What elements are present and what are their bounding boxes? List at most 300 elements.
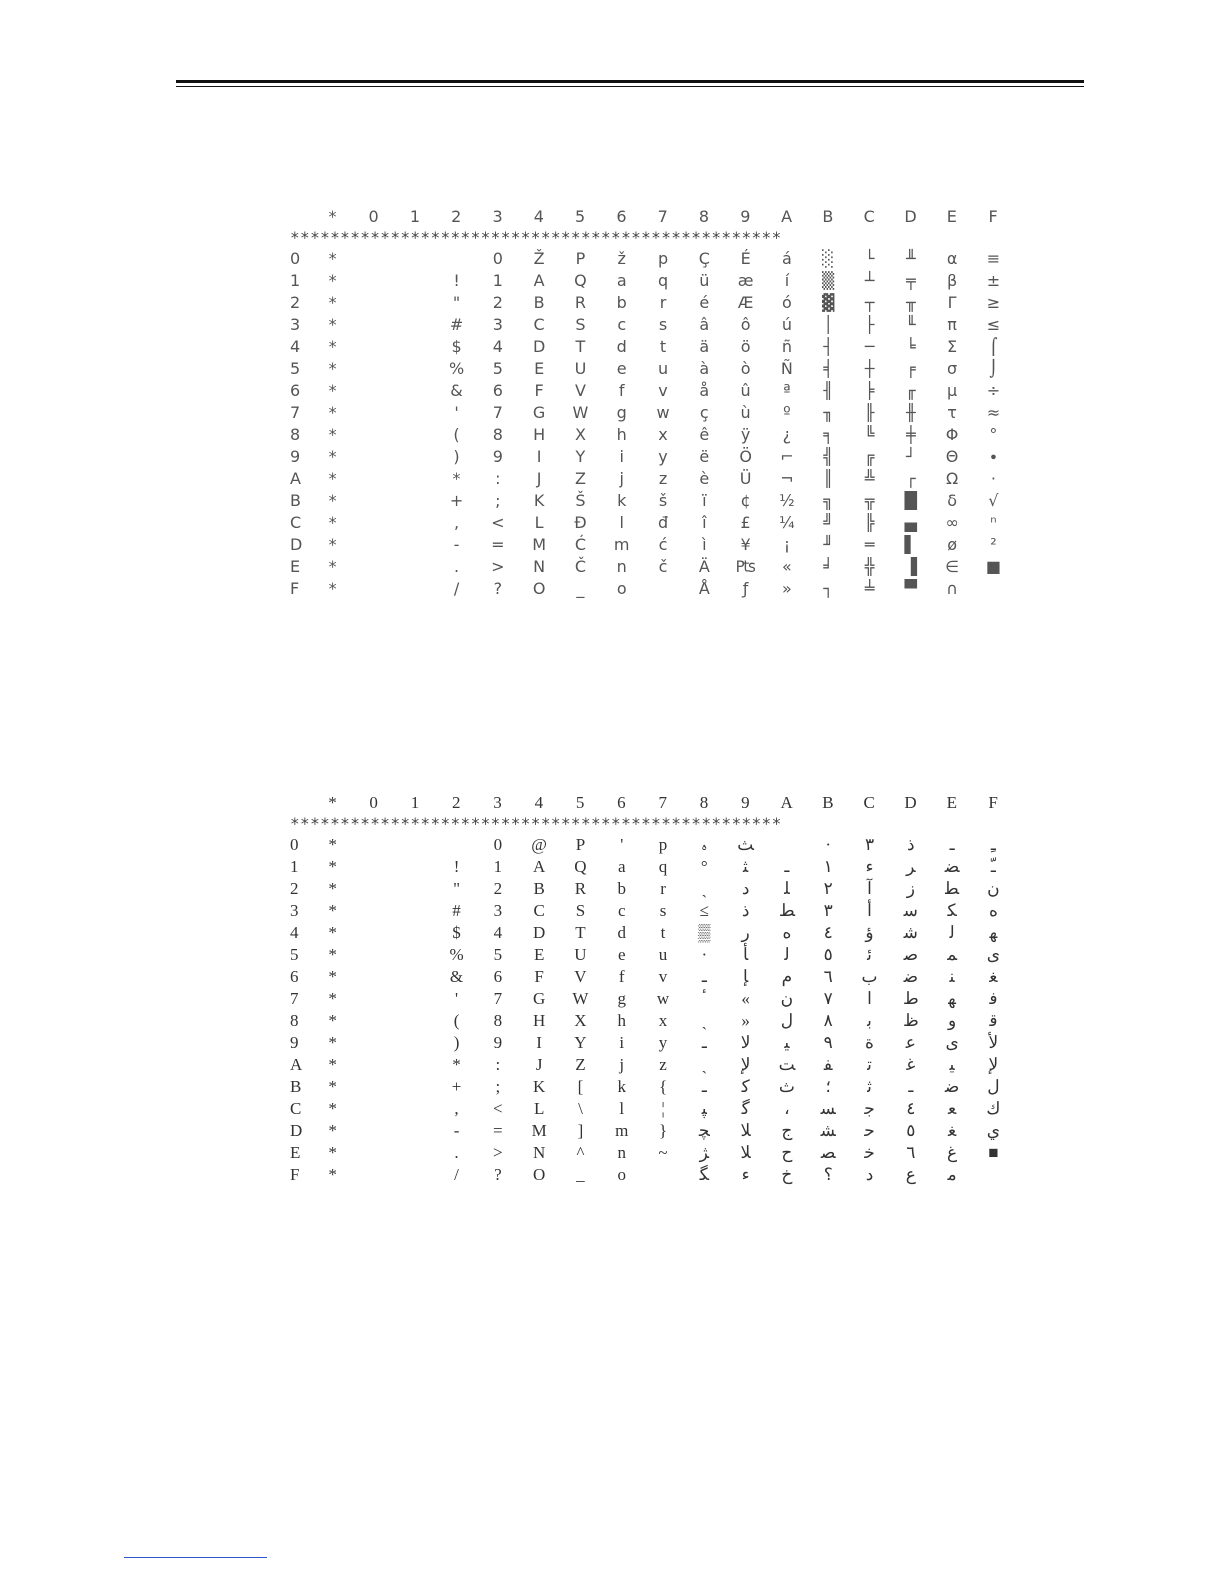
row-star: *: [328, 1055, 337, 1074]
table-cell: 4: [492, 337, 503, 356]
table-cell: [395, 424, 436, 446]
row-star: *: [328, 337, 337, 356]
table-cell: Ć: [574, 535, 587, 554]
table-cell: ٢: [823, 879, 833, 898]
table-cell: Ä: [698, 557, 710, 576]
table-cell: a: [617, 857, 626, 876]
table-cell: š: [658, 491, 668, 510]
row-star: *: [328, 359, 337, 378]
table-cell: ½: [779, 491, 795, 510]
table-cell: ╕: [823, 425, 834, 444]
table-cell: ﺯ: [906, 879, 915, 898]
table-cell: [395, 1032, 436, 1054]
table-row: [290, 402, 1014, 424]
table-cell: ﻔ: [823, 1055, 833, 1074]
table-cell: $: [451, 337, 462, 356]
table-cell: É: [740, 249, 751, 268]
table-cell: ≤: [986, 315, 1001, 334]
table-cell: ù: [740, 403, 751, 422]
table-cell: c: [617, 901, 626, 920]
table-cell: B: [533, 879, 545, 898]
table-cell: ·: [701, 945, 708, 964]
code-page-table-2: [290, 792, 1014, 1186]
table-cell: ┐: [823, 579, 834, 598]
column-header: C: [863, 793, 875, 812]
column-header: 2: [451, 207, 462, 226]
table-cell: n: [616, 557, 627, 576]
table-cell: ﻡ: [781, 967, 793, 986]
table-cell: ): [453, 447, 460, 466]
table-cell: m: [615, 1121, 629, 1140]
table-cell: º: [783, 403, 791, 422]
table-cell: [353, 534, 394, 556]
table-cell: [353, 988, 394, 1010]
table-cell: ٩: [823, 1033, 833, 1052]
table-cell: ▒: [822, 271, 835, 290]
table-cell: ┼: [864, 359, 875, 378]
row-label: B: [290, 491, 301, 510]
table-cell: ▐: [904, 557, 917, 576]
table-cell: u: [657, 359, 669, 378]
column-header: D: [904, 793, 917, 812]
table-cell: X: [574, 425, 586, 444]
table-cell: [395, 878, 436, 900]
table-cell: ٣: [823, 901, 833, 920]
table-cell: [395, 1142, 436, 1164]
table-row: [290, 468, 1014, 490]
table-cell: ╨: [905, 249, 916, 268]
code-page-table-1: [290, 206, 1014, 600]
table-row: [290, 966, 1014, 988]
table-cell: ﺿ: [944, 1077, 960, 1096]
table-cell: ╛: [823, 557, 834, 576]
table-cell: ∞: [945, 513, 959, 532]
table-cell: ⌡: [989, 359, 998, 378]
table-cell: ≈: [986, 403, 1001, 422]
table-cell: 7: [492, 403, 503, 422]
table-cell: ﻐ: [989, 967, 998, 986]
table-cell: {: [658, 1077, 668, 1096]
row-label: 3: [290, 901, 299, 920]
table-cell: ،: [784, 1099, 790, 1118]
table-row: [290, 314, 1014, 336]
table-cell: u: [658, 945, 668, 964]
table-cell: /: [453, 579, 460, 598]
row-label: 2: [290, 879, 299, 898]
table-row: [290, 292, 1014, 314]
table-cell: :: [495, 1055, 501, 1074]
table-cell: [395, 358, 436, 380]
row-star: *: [328, 557, 337, 576]
table-cell: Ž: [533, 249, 545, 268]
table-cell: >: [493, 1143, 503, 1162]
table-cell: F: [534, 381, 544, 400]
table-cell: ₧: [735, 557, 756, 576]
table-cell: »: [741, 1011, 750, 1030]
table-cell: ٨: [823, 1011, 833, 1030]
table-cell: ﮕ: [699, 1165, 710, 1184]
table-cell: [436, 248, 477, 270]
table-cell: ∩: [946, 579, 958, 598]
table-cell: ˏ: [701, 1055, 708, 1074]
table-cell: 1: [492, 271, 503, 290]
table-cell: Q: [574, 271, 587, 290]
table-cell: _: [576, 579, 585, 598]
table-cell: ú: [781, 315, 792, 334]
header-rule-thin: [176, 86, 1084, 87]
table-cell: y: [658, 1033, 668, 1052]
table-cell: √: [988, 491, 999, 510]
table-cell: ﺟ: [864, 1099, 875, 1118]
table-cell: ﺻ: [903, 945, 919, 964]
table-cell: °: [989, 425, 998, 444]
table-cell: ﺫ: [907, 835, 915, 854]
table-cell: ﻝ: [987, 1077, 1000, 1096]
table-cell: í: [784, 271, 790, 290]
table-cell: w: [656, 989, 670, 1008]
table-cell: ª: [783, 381, 791, 400]
table-cell: ٦: [906, 1143, 916, 1162]
table-cell: 5: [492, 359, 503, 378]
table-cell: [395, 1164, 436, 1186]
table-cell: f: [618, 967, 625, 986]
table-cell: ٥: [823, 945, 833, 964]
table-cell: ì: [702, 535, 707, 554]
table-cell: æ: [737, 271, 754, 290]
table-cell: ø: [947, 535, 957, 554]
table-cell: X: [574, 1011, 587, 1030]
table-cell: ï: [702, 491, 707, 510]
row-star: *: [328, 1011, 337, 1030]
table-cell: █: [904, 491, 917, 510]
row-star: *: [328, 315, 337, 334]
table-cell: @: [531, 835, 547, 854]
row-label: 5: [290, 359, 301, 378]
table-cell: ٦: [823, 967, 833, 986]
table-cell: H: [533, 425, 546, 444]
table-cell: ﺸ: [820, 1121, 836, 1140]
table-cell: [395, 900, 436, 922]
table-row: [290, 534, 1014, 556]
table-cell: [395, 556, 436, 578]
row-star: *: [328, 425, 337, 444]
table-cell: 6: [492, 381, 503, 400]
table-cell: Φ: [945, 425, 959, 444]
table-cell: ┴: [864, 271, 875, 290]
table-cell: [973, 1164, 1014, 1186]
table-cell: ²: [990, 535, 997, 554]
table-row: [290, 922, 1014, 944]
table-cell: ﻅ: [902, 1011, 919, 1030]
table-cell: ■: [988, 1143, 999, 1162]
table-cell: ع: [905, 1165, 916, 1184]
table-cell: 2: [493, 879, 503, 898]
table-cell: ": [452, 293, 461, 312]
table-cell: <: [491, 513, 505, 532]
table-row: [290, 1054, 1014, 1076]
table-cell: [395, 270, 436, 292]
table-cell: ': [620, 835, 624, 854]
table-cell: ﻼ: [740, 1143, 751, 1162]
table-cell: [353, 1032, 394, 1054]
table-cell: ╪: [905, 425, 916, 444]
table-cell: i: [619, 447, 624, 466]
table-cell: [395, 1010, 436, 1032]
table-cell: ╢: [823, 381, 834, 400]
table-cell: ﻀ: [944, 857, 960, 876]
header-star: *: [328, 207, 337, 226]
table-cell: Č: [574, 557, 587, 576]
table-cell: û: [740, 381, 751, 400]
table-cell: [353, 490, 394, 512]
table-row: [290, 556, 1014, 578]
table-cell: ╙: [905, 315, 916, 334]
table-cell: ﻴ: [784, 1033, 790, 1052]
table-cell: ﺡ: [781, 1143, 793, 1162]
table-cell: ╥: [905, 293, 916, 312]
table-cell: ╓: [905, 381, 916, 400]
table-cell: *: [452, 1055, 461, 1074]
table-row: [290, 856, 1014, 878]
table-cell: ٤: [823, 923, 833, 942]
table-row: [290, 248, 1014, 270]
column-header: 9: [741, 793, 750, 812]
table-cell: q: [657, 271, 669, 290]
table-cell: H: [532, 1011, 546, 1030]
table-cell: (: [453, 425, 460, 444]
table-cell: &: [450, 381, 463, 400]
column-header: E: [946, 207, 957, 226]
table-cell: ﺋ: [867, 945, 872, 964]
table-cell: [353, 922, 394, 944]
column-header: 5: [575, 207, 586, 226]
table-cell: L: [534, 513, 544, 532]
table-cell: M: [532, 535, 547, 554]
table-cell: ﻐ: [948, 1121, 957, 1140]
table-cell: F: [534, 967, 544, 986]
table-cell: [395, 1098, 436, 1120]
table-cell: $: [452, 923, 461, 942]
table-cell: 3: [493, 901, 503, 920]
table-row: [290, 358, 1014, 380]
table-cell: ﻨ: [949, 967, 955, 986]
table-cell: -: [453, 1121, 460, 1140]
table-cell: [353, 380, 394, 402]
row-star: *: [328, 469, 337, 488]
table-cell: [395, 1120, 436, 1142]
table-cell: ﻟ: [949, 923, 955, 942]
table-cell: á: [782, 249, 792, 268]
row-star: *: [328, 901, 337, 920]
table-cell: #: [452, 901, 461, 920]
table-cell: [353, 878, 394, 900]
table-cell: ﺩ: [741, 879, 750, 898]
table-cell: a: [616, 271, 627, 290]
table-cell: ٤: [906, 1099, 916, 1118]
table-cell: Γ: [947, 293, 957, 312]
row-label: C: [290, 513, 302, 532]
row-label: D: [290, 1121, 303, 1140]
table-cell: P: [575, 835, 586, 854]
table-cell: [353, 1098, 394, 1120]
table-cell: G: [532, 989, 546, 1008]
table-cell: [353, 248, 394, 270]
table-cell: ê: [699, 425, 710, 444]
table-row: [290, 1076, 1014, 1098]
header-rule: [176, 80, 1084, 83]
table-cell: ╦: [864, 491, 875, 510]
table-cell: p: [658, 835, 668, 854]
table-cell: µ: [947, 381, 958, 400]
row-label: E: [290, 1143, 301, 1162]
table-cell: [353, 578, 394, 600]
row-star: *: [328, 513, 337, 532]
table-cell: ╒: [905, 359, 916, 378]
row-star: *: [328, 923, 337, 942]
table-cell: ﻍ: [947, 1143, 958, 1162]
table-cell: Š: [575, 491, 586, 510]
table-cell: o: [616, 579, 627, 598]
table-cell: h: [616, 425, 627, 444]
table-cell: G: [532, 403, 546, 422]
table-cell: đ: [657, 513, 669, 532]
table-cell: ﺥ: [781, 1165, 793, 1184]
row-star: *: [328, 945, 337, 964]
table-cell: à: [699, 359, 710, 378]
table-cell: [353, 834, 394, 856]
table-cell: ¬: [780, 469, 794, 488]
table-cell: 9: [492, 447, 503, 466]
table-cell: }: [658, 1121, 668, 1140]
table-cell: Y: [574, 1033, 587, 1052]
table-cell: [353, 966, 394, 988]
table-cell: V: [574, 967, 587, 986]
table-cell: ╔: [864, 447, 875, 466]
table-cell: ﻝ: [780, 1011, 794, 1030]
table-cell: U: [574, 359, 587, 378]
table-cell: [353, 402, 394, 424]
table-cell: d: [617, 923, 626, 942]
table-cell: M: [531, 1121, 547, 1140]
row-star: *: [328, 857, 337, 876]
table-cell: y: [658, 447, 668, 466]
table-cell: τ: [947, 403, 957, 422]
row-star: *: [328, 835, 337, 854]
row-label: 5: [290, 945, 299, 964]
column-header: 4: [534, 793, 544, 812]
table-cell: è: [699, 469, 710, 488]
column-header: 6: [617, 793, 626, 812]
table-cell: ć: [658, 535, 668, 554]
table-cell: W: [572, 989, 589, 1008]
table-cell: ﻼ: [740, 1121, 751, 1140]
row-star: *: [328, 1121, 337, 1140]
table-row: [290, 380, 1014, 402]
table-cell: ■: [985, 557, 1001, 576]
table-cell: 3: [492, 315, 503, 334]
table-row: [290, 424, 1014, 446]
row-star: *: [328, 271, 337, 290]
table-cell: ": [453, 879, 461, 898]
table-cell: ]: [577, 1121, 584, 1140]
table-cell: £: [740, 513, 751, 532]
table-cell: l: [619, 1099, 625, 1118]
table-row: [290, 578, 1014, 600]
table-cell: ): [453, 1033, 460, 1052]
table-cell: ١: [823, 857, 833, 876]
table-cell: é: [699, 293, 710, 312]
table-cell: ﺑ: [867, 1011, 872, 1030]
column-header: 3: [493, 793, 502, 812]
table-cell: ▄: [904, 513, 917, 532]
table-row: [290, 446, 1014, 468]
table-cell: R: [574, 293, 586, 312]
table-cell: [436, 834, 477, 856]
table-cell: ﺮ: [906, 857, 916, 876]
table-cell: W: [572, 403, 589, 422]
row-star: *: [328, 381, 337, 400]
table-cell: ⌠: [989, 337, 998, 356]
row-label: 4: [290, 923, 299, 942]
row-star: *: [328, 293, 337, 312]
table-cell: ÷: [986, 381, 1001, 400]
table-cell: ┤: [823, 337, 834, 356]
column-header: 0: [368, 207, 379, 226]
row-label: 1: [290, 857, 299, 876]
table-cell: E: [534, 359, 545, 378]
table-cell: q: [658, 857, 668, 876]
table-cell: ﻟ: [784, 945, 790, 964]
table-cell: D: [532, 337, 546, 356]
row-star: *: [328, 491, 337, 510]
row-star: *: [328, 1033, 337, 1052]
column-header: E: [946, 793, 957, 812]
table-cell: %: [448, 359, 465, 378]
table-cell: ﻹ: [988, 1055, 999, 1074]
table-cell: 4: [493, 923, 503, 942]
table-cell: [395, 1054, 436, 1076]
row-star: *: [328, 1143, 337, 1162]
table-cell: [353, 900, 394, 922]
table-cell: ء: [741, 1165, 750, 1184]
table-cell: Ç: [698, 249, 710, 268]
table-cell: A: [533, 271, 545, 290]
row-label: 6: [290, 381, 301, 400]
row-label: E: [290, 557, 301, 576]
table-cell: c: [617, 315, 627, 334]
row-star: *: [328, 249, 337, 268]
table-cell: ▀: [904, 579, 917, 598]
table-cell: ë: [699, 447, 710, 466]
table-cell: ╫: [905, 403, 916, 422]
table-cell: j: [619, 469, 624, 488]
table-cell: ç: [699, 403, 709, 422]
table-cell: ﻯ: [945, 1033, 959, 1052]
table-row: [290, 1164, 1014, 1186]
table-cell: b: [617, 879, 626, 898]
table-cell: ˏ: [701, 1011, 708, 1030]
table-row: [290, 270, 1014, 292]
table-cell: ﺚ: [737, 835, 754, 854]
table-cell: أ: [867, 901, 872, 920]
table-cell: ﻙ: [986, 1099, 1001, 1118]
column-header: 2: [451, 793, 461, 812]
table-cell: ﺳ: [903, 901, 918, 920]
table-row: [290, 512, 1014, 534]
table-cell: 2: [492, 293, 503, 312]
table-cell: ': [455, 989, 459, 1008]
table-cell: [395, 490, 436, 512]
